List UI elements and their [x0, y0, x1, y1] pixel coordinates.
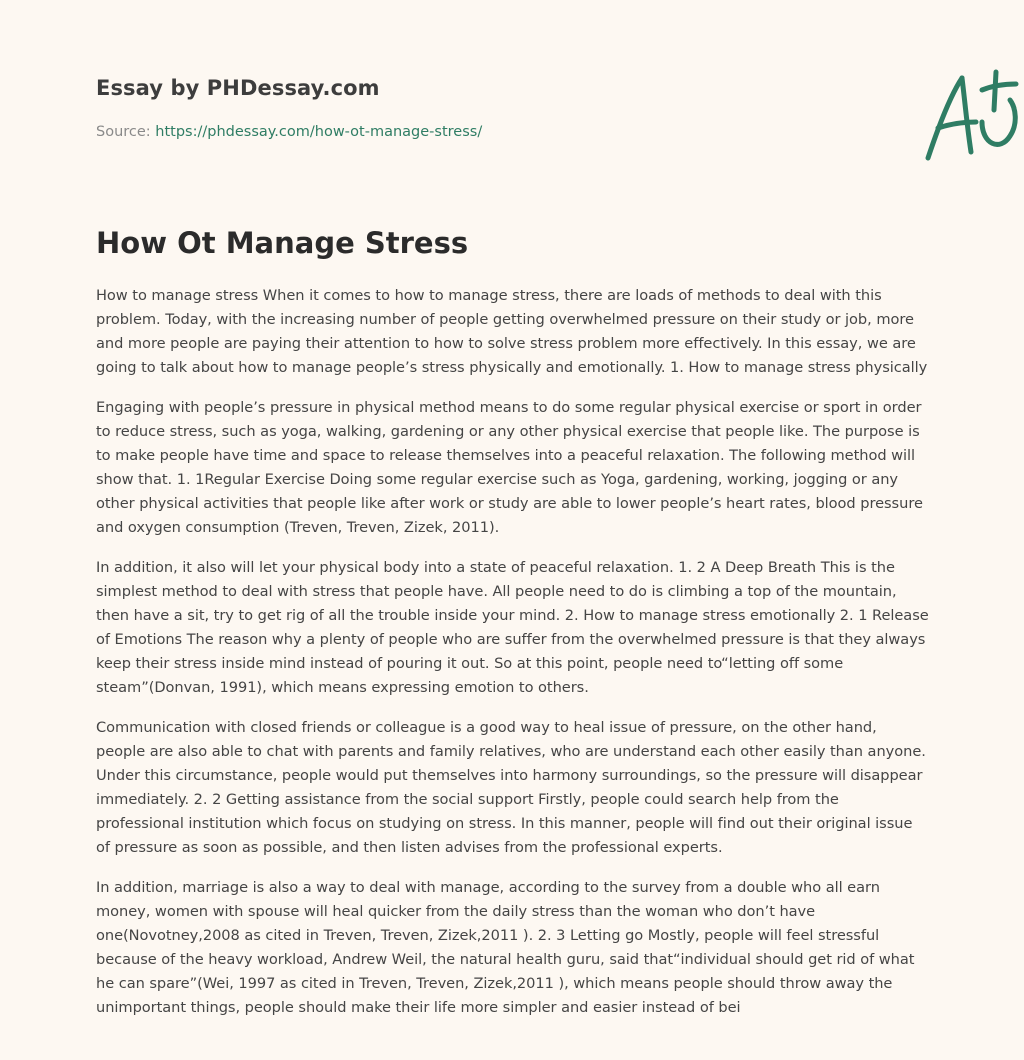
source-label: Source: [96, 124, 151, 140]
essay-paragraph: How to manage stress When it comes to how to manage stress, there are loads of methods to deal with this problem. Today, with the increasing number of people getting overwhelmed pressure on their study or job, more and more people are paying their attention to how to solve stress problem more effectively. In this essay, we are going to talk about how to manage people’s stress physically and emotionally. 1. How to manage stress physically [96, 287, 928, 376]
essay-body [96, 284, 930, 1036]
essay-paragraph: In addition, it also will let your physical body into a state of peaceful relaxation. 1. 2 A Deep Breath This is the simplest method to deal with stress that people have. All people need to do is climbing a top of the mountain, then have a sit, try to get rig of all the trouble inside your mind. 2. How to manage stress emotionally 2. 1 Release of Emotions The reason why a plenty of people who are suffer from the overwhelmed pressure is that they always keep their stress inside mind instead of pouring it out. So at this point, people need to“letting off some steam”(Donvan, 1991), which means expressing emotion to others. [96, 559, 929, 696]
essay-title: How Ot Manage Stress [96, 226, 469, 260]
a-plus-logo-icon [916, 66, 1024, 166]
source-line [96, 124, 482, 140]
brand-title: Essay by PHDessay.com [96, 76, 380, 100]
source-link[interactable]: https://phdessay.com/how-ot-manage-stress/ [155, 124, 483, 140]
essay-paragraph: In addition, marriage is also a way to deal with manage, according to the survey from a double who all earn money, women with spouse will heal quicker from the daily stress than the woman who don’t have one(Novotney,2008 as cited in Treven, Treven, Zizek,2011 ). 2. 3 Letting go Mostly, people will feel stressful because of the heavy workload, Andrew Weil, the natural health guru, said that“individual should get rid of what he can spare”(Wei, 1997 as cited in Treven, Treven, Zizek,2011 ), which means people should throw away the unimportant things, people should make their life more simpler and easier instead of bei [96, 879, 915, 1016]
essay-paragraph: Communication with closed friends or colleague is a good way to heal issue of pressure, on the other hand, people are also able to chat with parents and family relatives, who are understand each other easily than anyone. Under this circumstance, people would put themselves into harmony surroundings, so the pressure will disappear immediately. 2. 2 Getting assistance from the social support Firstly, people could search help from the professional institution which focus on studying on stress. In this manner, people will find out their original issue of pressure as soon as possible, and then listen advises from the professional experts. [96, 719, 926, 856]
essay-paragraph: Engaging with people’s pressure in physical method means to do some regular physical exercise or sport in order to reduce stress, such as yoga, walking, gardening or any other physical exercise that people like. The purpose is to make people have time and space to release themselves into a peaceful relaxation. The following method will show that. 1. 1Regular Exercise Doing some regular exercise such as Yoga, gardening, working, jogging or any other physical activities that people like after work or study are able to lower people’s heart rates, blood pressure and oxygen consumption (Treven, Treven, Zizek, 2011). [96, 399, 923, 536]
